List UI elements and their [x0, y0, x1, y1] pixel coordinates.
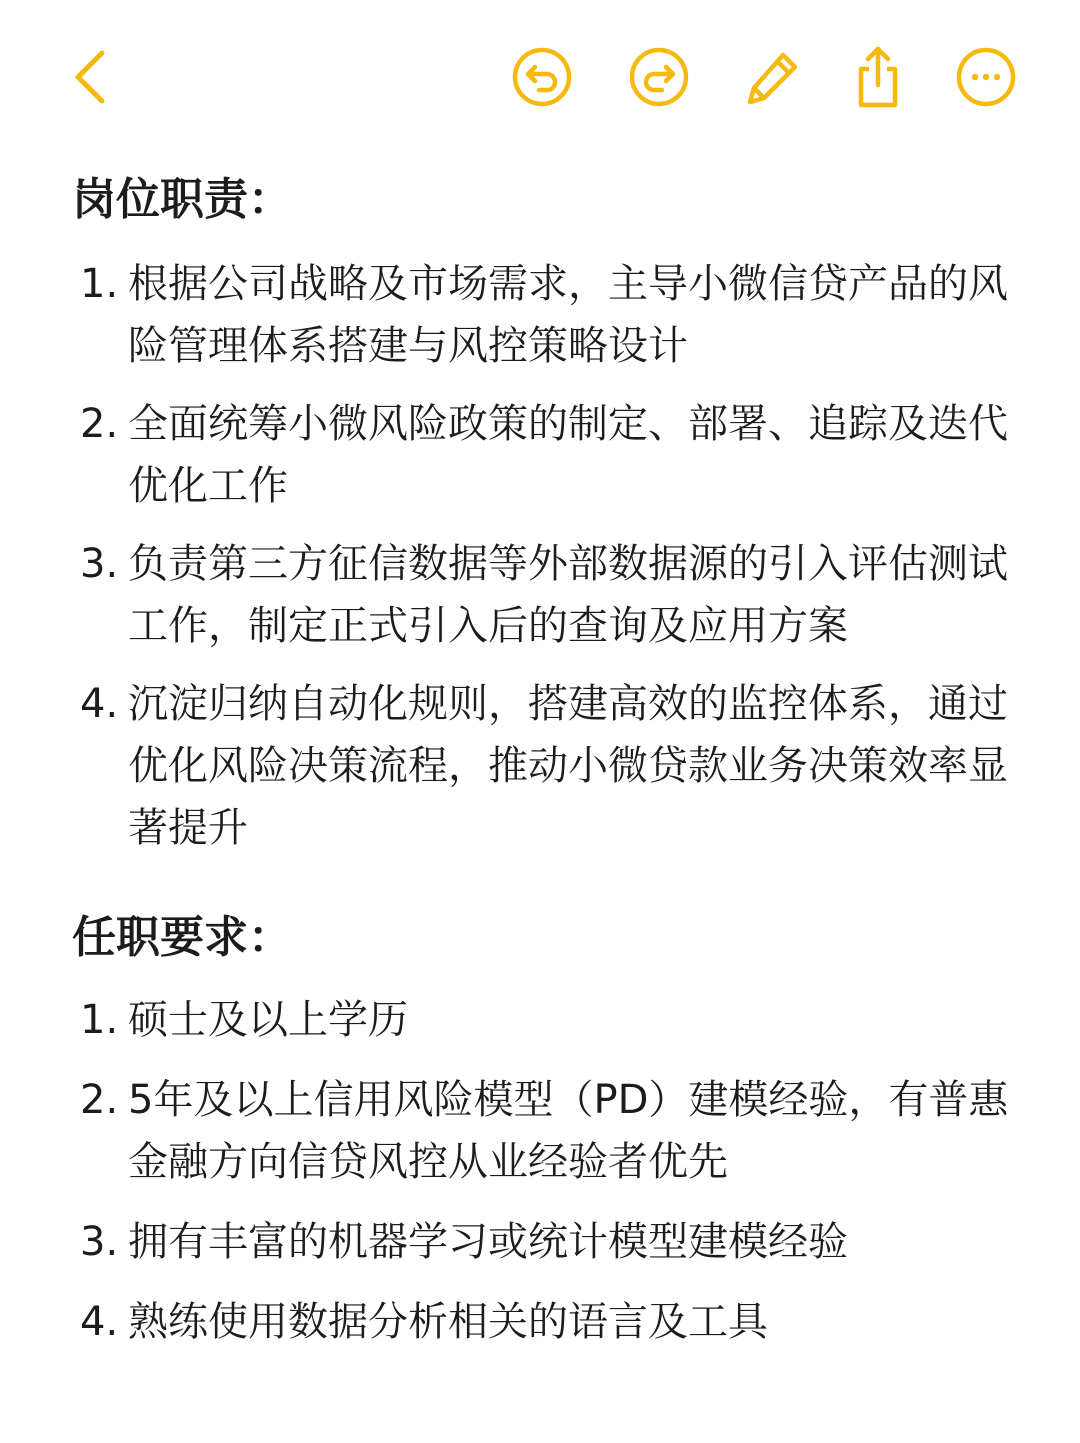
list-item [0, 393, 1080, 517]
undo-button[interactable] [507, 42, 577, 112]
list-item [0, 989, 1080, 1051]
chevron-left-icon [64, 47, 114, 107]
requirements-list [0, 989, 1080, 1353]
item-text: 全面统筹小微风险政策的制定、部署、追踪及迭代优化工作 [128, 401, 1008, 509]
item-number: 4. [80, 681, 119, 727]
edit-button[interactable] [738, 42, 808, 112]
more-button[interactable] [951, 42, 1021, 112]
undo-icon [511, 46, 573, 108]
item-text: 熟练使用数据分析相关的语言及工具 [128, 1299, 768, 1345]
share-button[interactable] [843, 42, 913, 112]
item-text: 沉淀归纳自动化规则，搭建高效的监控体系，通过优化风险决策流程，推动小微贷款业务决策效率显著提升 [128, 681, 1008, 851]
back-button[interactable] [54, 42, 124, 112]
pencil-icon [742, 46, 804, 108]
redo-icon [628, 46, 690, 108]
section-title-requirements: 任职要求： [72, 912, 292, 963]
redo-button[interactable] [624, 42, 694, 112]
list-item [0, 673, 1080, 859]
share-icon [847, 43, 909, 111]
responsibilities-list [0, 253, 1080, 859]
list-item [0, 1069, 1080, 1193]
more-icon [955, 46, 1017, 108]
item-number: 1. [80, 997, 119, 1043]
item-number: 2. [80, 401, 119, 447]
item-text: 根据公司战略及市场需求，主导小微信贷产品的风险管理体系搭建与风控策略设计 [128, 261, 1008, 369]
list-item [0, 253, 1080, 377]
item-text: 硕士及以上学历 [128, 997, 408, 1043]
item-number: 3. [80, 1219, 119, 1265]
list-item [0, 533, 1080, 657]
item-number: 3. [80, 541, 119, 587]
item-number: 2. [80, 1077, 119, 1123]
toolbar [0, 0, 1080, 150]
list-item [0, 1291, 1080, 1353]
item-number: 1. [80, 261, 119, 307]
section-title-responsibilities: 岗位职责： [72, 174, 292, 225]
list-item [0, 1211, 1080, 1273]
item-text: 负责第三方征信数据等外部数据源的引入评估测试工作，制定正式引入后的查询及应用方案 [128, 541, 1008, 649]
item-text: 5年及以上信用风险模型（PD）建模经验，有普惠金融方向信贷风控从业经验者优先 [128, 1077, 1009, 1185]
item-number: 4. [80, 1299, 119, 1345]
item-text: 拥有丰富的机器学习或统计模型建模经验 [128, 1219, 848, 1265]
